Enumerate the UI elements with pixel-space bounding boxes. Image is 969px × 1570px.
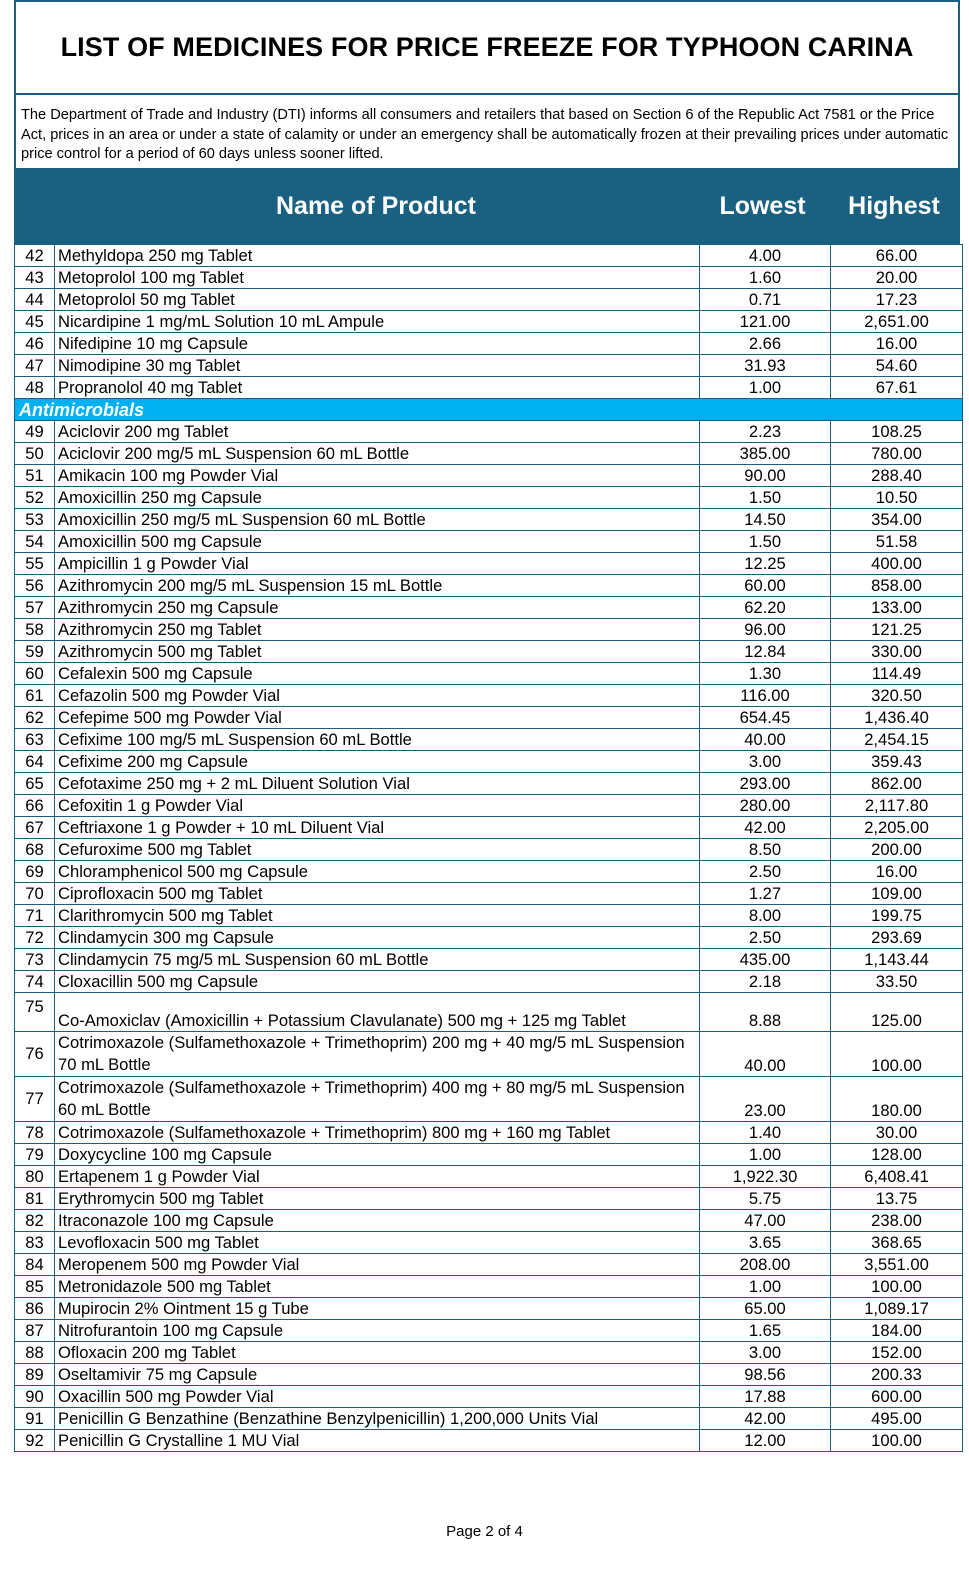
- row-number: 60: [15, 663, 55, 685]
- row-number: 56: [15, 575, 55, 597]
- lowest-price: 4.00: [700, 245, 831, 267]
- highest-price: 51.58: [831, 531, 963, 553]
- row-number: 47: [15, 355, 55, 377]
- table-row: [15, 795, 963, 817]
- row-number: 64: [15, 751, 55, 773]
- table-row: [15, 421, 963, 443]
- highest-price: 1,089.17: [831, 1298, 963, 1320]
- row-number: 62: [15, 707, 55, 729]
- table-row: [15, 509, 963, 531]
- lowest-price: 1.00: [700, 1276, 831, 1298]
- highest-price: 199.75: [831, 905, 963, 927]
- highest-price: 2,651.00: [831, 311, 963, 333]
- highest-price: 121.25: [831, 619, 963, 641]
- row-number: 72: [15, 927, 55, 949]
- row-number: 51: [15, 465, 55, 487]
- product-name: Amoxicillin 250 mg Capsule: [55, 487, 700, 509]
- lowest-price: 23.00: [700, 1077, 831, 1122]
- product-name: Cefalexin 500 mg Capsule: [55, 663, 700, 685]
- table-row: [15, 1276, 963, 1298]
- table-row: [15, 905, 963, 927]
- highest-price: 2,117.80: [831, 795, 963, 817]
- table-row: [15, 487, 963, 509]
- row-number: 55: [15, 553, 55, 575]
- highest-price: 108.25: [831, 421, 963, 443]
- product-name: Penicillin G Benzathine (Benzathine Benzylpenicillin) 1,200,000 Units Vial: [55, 1408, 700, 1430]
- row-number: 86: [15, 1298, 55, 1320]
- highest-price: 6,408.41: [831, 1166, 963, 1188]
- lowest-price: 385.00: [700, 443, 831, 465]
- table-row: [15, 1077, 963, 1122]
- highest-price: 125.00: [831, 993, 963, 1032]
- row-number: 91: [15, 1408, 55, 1430]
- highest-price: 359.43: [831, 751, 963, 773]
- product-name: Cefoxitin 1 g Powder Vial: [55, 795, 700, 817]
- product-name: Oseltamivir 75 mg Capsule: [55, 1364, 700, 1386]
- product-name: Erythromycin 500 mg Tablet: [55, 1188, 700, 1210]
- category-row: [15, 399, 963, 421]
- lowest-price: 42.00: [700, 1408, 831, 1430]
- table-row: [15, 993, 963, 1032]
- lowest-price: 12.25: [700, 553, 831, 575]
- row-number: 57: [15, 597, 55, 619]
- highest-price: 54.60: [831, 355, 963, 377]
- lowest-price: 3.65: [700, 1232, 831, 1254]
- highest-price: 200.33: [831, 1364, 963, 1386]
- table-row: [15, 289, 963, 311]
- lowest-price: 121.00: [700, 311, 831, 333]
- page-number: Page 2 of 4: [446, 1523, 523, 1540]
- product-name: Penicillin G Crystalline 1 MU Vial: [55, 1430, 700, 1452]
- lowest-price: 1.50: [700, 531, 831, 553]
- product-name: Cefepime 500 mg Powder Vial: [55, 707, 700, 729]
- row-number: 85: [15, 1276, 55, 1298]
- table-row: [15, 1408, 963, 1430]
- product-name: Cloxacillin 500 mg Capsule: [55, 971, 700, 993]
- table-row: [15, 641, 963, 663]
- lowest-price: 2.23: [700, 421, 831, 443]
- row-number: 66: [15, 795, 55, 817]
- highest-price: 600.00: [831, 1386, 963, 1408]
- row-number: 77: [15, 1077, 55, 1122]
- highest-price: 109.00: [831, 883, 963, 905]
- lowest-price: 1.40: [700, 1122, 831, 1144]
- row-number: 92: [15, 1430, 55, 1452]
- table-row: [15, 1032, 963, 1077]
- row-number: 52: [15, 487, 55, 509]
- table-row: [15, 1298, 963, 1320]
- highest-price: 152.00: [831, 1342, 963, 1364]
- product-name: Cefuroxime 500 mg Tablet: [55, 839, 700, 861]
- header-name: Name of Product: [275, 191, 477, 220]
- highest-price: 180.00: [831, 1077, 963, 1122]
- highest-price: 330.00: [831, 641, 963, 663]
- highest-price: 293.69: [831, 927, 963, 949]
- product-name: Ciprofloxacin 500 mg Tablet: [55, 883, 700, 905]
- row-number: 48: [15, 377, 55, 399]
- table-row: [15, 245, 963, 267]
- row-number: 78: [15, 1122, 55, 1144]
- row-number: 88: [15, 1342, 55, 1364]
- table-row: [15, 1342, 963, 1364]
- product-name: Amoxicillin 250 mg/5 mL Suspension 60 mL Bottle: [55, 509, 700, 531]
- document-page: [14, 0, 960, 1452]
- highest-price: 13.75: [831, 1188, 963, 1210]
- row-number: 71: [15, 905, 55, 927]
- table-row: [15, 773, 963, 795]
- title-box: [14, 0, 960, 95]
- row-number: 42: [15, 245, 55, 267]
- table-row: [15, 1232, 963, 1254]
- product-name: Meropenem 500 mg Powder Vial: [55, 1254, 700, 1276]
- highest-price: 368.65: [831, 1232, 963, 1254]
- product-name: Clarithromycin 500 mg Tablet: [55, 905, 700, 927]
- product-name: Amikacin 100 mg Powder Vial: [55, 465, 700, 487]
- lowest-price: 47.00: [700, 1210, 831, 1232]
- table-row: [15, 267, 963, 289]
- row-number: 79: [15, 1144, 55, 1166]
- product-name: Co-Amoxiclav (Amoxicillin + Potassium Clavulanate) 500 mg + 125 mg Tablet: [55, 993, 700, 1032]
- lowest-price: 116.00: [700, 685, 831, 707]
- highest-price: 238.00: [831, 1210, 963, 1232]
- lowest-price: 8.00: [700, 905, 831, 927]
- lowest-price: 60.00: [700, 575, 831, 597]
- row-number: 45: [15, 311, 55, 333]
- row-number: 84: [15, 1254, 55, 1276]
- lowest-price: 14.50: [700, 509, 831, 531]
- lowest-price: 96.00: [700, 619, 831, 641]
- row-number: 63: [15, 729, 55, 751]
- product-name: Clindamycin 75 mg/5 mL Suspension 60 mL Bottle: [55, 949, 700, 971]
- highest-price: 100.00: [831, 1032, 963, 1077]
- lowest-price: 3.00: [700, 751, 831, 773]
- product-name: Propranolol 40 mg Tablet: [55, 377, 700, 399]
- row-number: 49: [15, 421, 55, 443]
- product-name: Azithromycin 200 mg/5 mL Suspension 15 mL Bottle: [55, 575, 700, 597]
- table-row: [15, 663, 963, 685]
- highest-price: 17.23: [831, 289, 963, 311]
- highest-price: 200.00: [831, 839, 963, 861]
- product-name: Amoxicillin 500 mg Capsule: [55, 531, 700, 553]
- table-row: [15, 1188, 963, 1210]
- highest-price: 16.00: [831, 861, 963, 883]
- row-number: 80: [15, 1166, 55, 1188]
- lowest-price: 42.00: [700, 817, 831, 839]
- table-row: [15, 927, 963, 949]
- lowest-price: 2.18: [700, 971, 831, 993]
- product-name: Cefixime 200 mg Capsule: [55, 751, 700, 773]
- product-name: Azithromycin 250 mg Tablet: [55, 619, 700, 641]
- lowest-price: 5.75: [700, 1188, 831, 1210]
- row-number: 74: [15, 971, 55, 993]
- lowest-price: 208.00: [700, 1254, 831, 1276]
- row-number: 54: [15, 531, 55, 553]
- table-row: [15, 1122, 963, 1144]
- highest-price: 1,436.40: [831, 707, 963, 729]
- lowest-price: 40.00: [700, 1032, 831, 1077]
- row-number: 73: [15, 949, 55, 971]
- page-title: LIST OF MEDICINES FOR PRICE FREEZE FOR TYPHOON CARINA: [60, 32, 914, 62]
- lowest-price: 1,922.30: [700, 1166, 831, 1188]
- table-header: [14, 168, 960, 244]
- lowest-price: 17.88: [700, 1386, 831, 1408]
- lowest-price: 1.00: [700, 1144, 831, 1166]
- table-row: [15, 861, 963, 883]
- lowest-price: 90.00: [700, 465, 831, 487]
- product-name: Cotrimoxazole (Sulfamethoxazole + Trimethoprim) 400 mg + 80 mg/5 mL Suspension 60 mL Bottle: [55, 1077, 700, 1122]
- row-number: 70: [15, 883, 55, 905]
- lowest-price: 1.50: [700, 487, 831, 509]
- product-name: Aciclovir 200 mg/5 mL Suspension 60 mL Bottle: [55, 443, 700, 465]
- table-row: [15, 355, 963, 377]
- row-number: 59: [15, 641, 55, 663]
- row-number: 44: [15, 289, 55, 311]
- highest-price: 3,551.00: [831, 1254, 963, 1276]
- highest-price: 495.00: [831, 1408, 963, 1430]
- highest-price: 30.00: [831, 1122, 963, 1144]
- product-name: Metoprolol 50 mg Tablet: [55, 289, 700, 311]
- row-number: 43: [15, 267, 55, 289]
- row-number: 83: [15, 1232, 55, 1254]
- table-row: [15, 1144, 963, 1166]
- row-number: 75: [15, 993, 55, 1032]
- table-row: [15, 1166, 963, 1188]
- highest-price: 858.00: [831, 575, 963, 597]
- lowest-price: 62.20: [700, 597, 831, 619]
- row-number: 50: [15, 443, 55, 465]
- product-name: Levofloxacin 500 mg Tablet: [55, 1232, 700, 1254]
- lowest-price: 293.00: [700, 773, 831, 795]
- highest-price: 10.50: [831, 487, 963, 509]
- table-row: [15, 597, 963, 619]
- row-number: 89: [15, 1364, 55, 1386]
- product-name: Ofloxacin 200 mg Tablet: [55, 1342, 700, 1364]
- product-name: Cotrimoxazole (Sulfamethoxazole + Trimethoprim) 800 mg + 160 mg Tablet: [55, 1122, 700, 1144]
- medicine-table: [14, 244, 963, 1452]
- product-name: Nimodipine 30 mg Tablet: [55, 355, 700, 377]
- lowest-price: 40.00: [700, 729, 831, 751]
- table-row: [15, 553, 963, 575]
- product-name: Nifedipine 10 mg Capsule: [55, 333, 700, 355]
- lowest-price: 31.93: [700, 355, 831, 377]
- lowest-price: 8.88: [700, 993, 831, 1032]
- lowest-price: 1.27: [700, 883, 831, 905]
- product-name: Azithromycin 250 mg Capsule: [55, 597, 700, 619]
- lowest-price: 1.30: [700, 663, 831, 685]
- table-row: [15, 1430, 963, 1452]
- highest-price: 20.00: [831, 267, 963, 289]
- highest-price: 114.49: [831, 663, 963, 685]
- highest-price: 16.00: [831, 333, 963, 355]
- table-row: [15, 817, 963, 839]
- header-highest: Highest: [848, 191, 940, 220]
- table-row: [15, 1364, 963, 1386]
- highest-price: 862.00: [831, 773, 963, 795]
- table-row: [15, 531, 963, 553]
- product-name: Clindamycin 300 mg Capsule: [55, 927, 700, 949]
- lowest-price: 8.50: [700, 839, 831, 861]
- lowest-price: 3.00: [700, 1342, 831, 1364]
- table-row: [15, 707, 963, 729]
- highest-price: 100.00: [831, 1430, 963, 1452]
- table-row: [15, 751, 963, 773]
- table-row: [15, 949, 963, 971]
- product-name: Metoprolol 100 mg Tablet: [55, 267, 700, 289]
- lowest-price: 1.60: [700, 267, 831, 289]
- product-name: Itraconazole 100 mg Capsule: [55, 1210, 700, 1232]
- lowest-price: 2.66: [700, 333, 831, 355]
- highest-price: 100.00: [831, 1276, 963, 1298]
- product-name: Aciclovir 200 mg Tablet: [55, 421, 700, 443]
- product-name: Ampicillin 1 g Powder Vial: [55, 553, 700, 575]
- product-name: Nicardipine 1 mg/mL Solution 10 mL Ampule: [55, 311, 700, 333]
- row-number: 76: [15, 1032, 55, 1077]
- table-row: [15, 1210, 963, 1232]
- product-name: Cefotaxime 250 mg + 2 mL Diluent Solution Vial: [55, 773, 700, 795]
- highest-price: 1,143.44: [831, 949, 963, 971]
- row-number: 53: [15, 509, 55, 531]
- highest-price: 184.00: [831, 1320, 963, 1342]
- table-row: [15, 465, 963, 487]
- product-name: Ceftriaxone 1 g Powder + 10 mL Diluent Vial: [55, 817, 700, 839]
- product-name: Oxacillin 500 mg Powder Vial: [55, 1386, 700, 1408]
- product-name: Cefazolin 500 mg Powder Vial: [55, 685, 700, 707]
- table-row: [15, 619, 963, 641]
- highest-price: 133.00: [831, 597, 963, 619]
- table-row: [15, 311, 963, 333]
- highest-price: 320.50: [831, 685, 963, 707]
- lowest-price: 435.00: [700, 949, 831, 971]
- row-number: 58: [15, 619, 55, 641]
- table-row: [15, 333, 963, 355]
- lowest-price: 1.65: [700, 1320, 831, 1342]
- highest-price: 128.00: [831, 1144, 963, 1166]
- row-number: 46: [15, 333, 55, 355]
- table-row: [15, 883, 963, 905]
- highest-price: 33.50: [831, 971, 963, 993]
- lowest-price: 65.00: [700, 1298, 831, 1320]
- row-number: 69: [15, 861, 55, 883]
- row-number: 90: [15, 1386, 55, 1408]
- lowest-price: 0.71: [700, 289, 831, 311]
- product-name: Ertapenem 1 g Powder Vial: [55, 1166, 700, 1188]
- highest-price: 354.00: [831, 509, 963, 531]
- row-number: 65: [15, 773, 55, 795]
- lowest-price: 2.50: [700, 927, 831, 949]
- lowest-price: 12.84: [700, 641, 831, 663]
- header-lowest: Lowest: [719, 191, 806, 220]
- intro-paragraph: The Department of Trade and Industry (DTI) informs all consumers and retailers that based on Section 6 of the Republic Act 7581 or the Price Act, prices in an area or under a state of calamity or under an emergency shall be automatically frozen at their prevailing prices under automatic price control for a period of 60 days unless sooner lifted.: [14, 95, 960, 168]
- table-row: [15, 839, 963, 861]
- lowest-price: 98.56: [700, 1364, 831, 1386]
- highest-price: 2,205.00: [831, 817, 963, 839]
- table-row: [15, 1320, 963, 1342]
- highest-price: 67.61: [831, 377, 963, 399]
- product-name: Azithromycin 500 mg Tablet: [55, 641, 700, 663]
- lowest-price: 654.45: [700, 707, 831, 729]
- highest-price: 780.00: [831, 443, 963, 465]
- category-label: Antimicrobials: [15, 399, 963, 421]
- table-row: [15, 443, 963, 465]
- lowest-price: 1.00: [700, 377, 831, 399]
- table-row: [15, 377, 963, 399]
- highest-price: 288.40: [831, 465, 963, 487]
- lowest-price: 280.00: [700, 795, 831, 817]
- lowest-price: 2.50: [700, 861, 831, 883]
- row-number: 82: [15, 1210, 55, 1232]
- table-row: [15, 971, 963, 993]
- product-name: Methyldopa 250 mg Tablet: [55, 245, 700, 267]
- lowest-price: 12.00: [700, 1430, 831, 1452]
- product-name: Cefixime 100 mg/5 mL Suspension 60 mL Bottle: [55, 729, 700, 751]
- table-row: [15, 1386, 963, 1408]
- row-number: 87: [15, 1320, 55, 1342]
- row-number: 68: [15, 839, 55, 861]
- table-row: [15, 575, 963, 597]
- product-name: Nitrofurantoin 100 mg Capsule: [55, 1320, 700, 1342]
- highest-price: 66.00: [831, 245, 963, 267]
- row-number: 61: [15, 685, 55, 707]
- highest-price: 400.00: [831, 553, 963, 575]
- product-name: Metronidazole 500 mg Tablet: [55, 1276, 700, 1298]
- table-row: [15, 729, 963, 751]
- table-row: [15, 685, 963, 707]
- table-row: [15, 1254, 963, 1276]
- row-number: 67: [15, 817, 55, 839]
- highest-price: 2,454.15: [831, 729, 963, 751]
- product-name: Chloramphenicol 500 mg Capsule: [55, 861, 700, 883]
- product-name: Cotrimoxazole (Sulfamethoxazole + Trimethoprim) 200 mg + 40 mg/5 mL Suspension 70 mL Bottle: [55, 1032, 700, 1077]
- product-name: Doxycycline 100 mg Capsule: [55, 1144, 700, 1166]
- product-name: Mupirocin 2% Ointment 15 g Tube: [55, 1298, 700, 1320]
- row-number: 81: [15, 1188, 55, 1210]
